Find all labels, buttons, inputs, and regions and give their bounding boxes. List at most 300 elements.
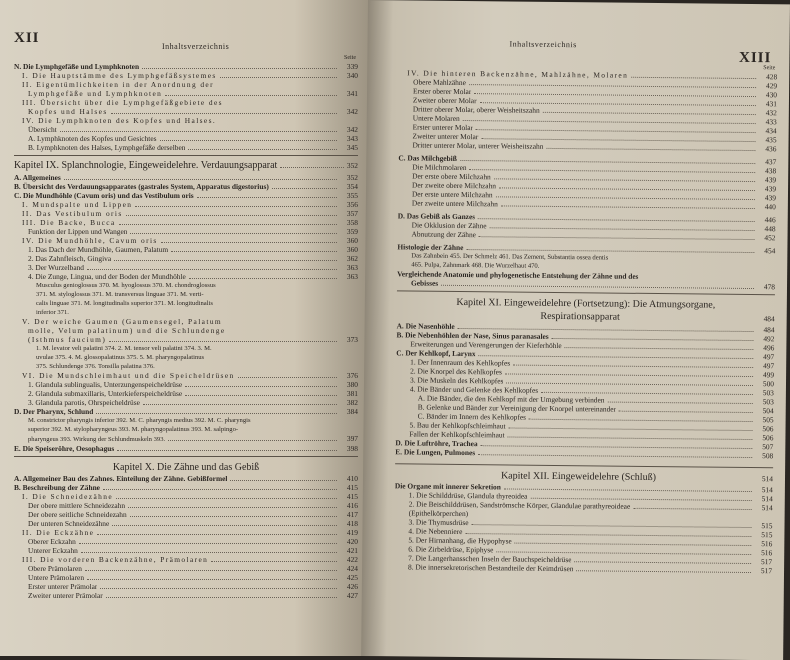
chapter-heading xyxy=(14,155,358,173)
entry-title: 371. M. styloglossus 371. M. transversus linguae 371. M. verti- xyxy=(36,291,204,298)
seite-label: Seite xyxy=(763,65,776,72)
chapter-title: Kapitel XI. Eingeweidelehre (Fortsetzung): Die Atmungsorgane, xyxy=(456,296,716,311)
entry-title: Erster unterer Prämolar xyxy=(28,582,98,591)
page-number: XIII xyxy=(738,49,772,67)
page-ref: 384 xyxy=(346,407,358,416)
chapter-title: Kapitel XII. Eingeweidelehre (Schluß) xyxy=(500,470,656,484)
page-ref: 496 xyxy=(763,343,775,353)
leader-dots xyxy=(633,508,751,510)
page-ref: 484 xyxy=(763,314,775,324)
page-ref: 398 xyxy=(346,444,358,453)
page-ref: 352 xyxy=(346,161,358,170)
page-ref: 497 xyxy=(763,352,775,362)
entry-title: inferior 371. xyxy=(36,309,69,316)
entry-title: VI. Die Mundschleimhaut und die Speicheldrüsen xyxy=(22,371,235,380)
entry-title: Histologie der Zähne xyxy=(397,242,464,253)
toc-entry xyxy=(14,173,358,182)
toc-entry xyxy=(14,98,358,107)
leader-dots xyxy=(185,386,337,387)
page-ref: 418 xyxy=(346,519,358,528)
leader-dots xyxy=(197,197,337,198)
page-ref: 506 xyxy=(762,433,774,443)
toc-entry xyxy=(14,218,358,227)
entry-title: Gebisses xyxy=(410,278,439,288)
page-ref: 425 xyxy=(346,573,358,582)
leader-dots xyxy=(168,440,337,441)
toc-entry xyxy=(14,407,358,416)
entry-title: Musculus genioglossus 370. M. hyoglossus 370. M. chondroglossus xyxy=(36,282,216,289)
toc-entry xyxy=(14,380,358,389)
toc-entry xyxy=(14,272,358,281)
entry-title: 6. Die Zirbeldrüse, Epiphyse xyxy=(408,544,494,555)
page-ref: 503 xyxy=(762,388,774,398)
chapter-title: Kapitel X. Die Zähne und das Gebiß xyxy=(112,462,260,473)
entry-title: 2. Die Beischilddrüsen, Sandströmsche Körper, Glandulae parathyreoideae xyxy=(408,499,631,511)
running-head: Inhaltsverzeichnis xyxy=(509,39,577,50)
entry-title: superior 392. M. stylopharyngeus 393. M. pharyngopalatinus 393. M. salpingo- xyxy=(28,426,239,433)
entry-title: 2. Das Zahnfleisch, Gingiva xyxy=(28,254,112,263)
entry-title: Übersicht xyxy=(28,125,57,134)
toc-entry xyxy=(14,308,358,317)
leader-dots xyxy=(87,269,337,270)
leader-dots xyxy=(142,68,337,69)
entry-title: Fallen der Kehlkopfschleimhaut xyxy=(409,429,505,440)
page-ref: 342 xyxy=(346,125,358,134)
entry-title: B. Gelenke und Bänder zur Vereinigung der Knorpel untereinander xyxy=(417,402,617,414)
entry-title: M. constrictor pharyngis inferior 392. M. C. pharyngis medius 392. M. C. pharyngis xyxy=(28,417,251,424)
page-ref: 343 xyxy=(346,134,358,143)
page-ref: 437 xyxy=(765,157,777,167)
leader-dots xyxy=(130,233,337,234)
entry-title: N. Die Lymphgefäße und Lymphknoten xyxy=(14,62,140,71)
page-ref: 354 xyxy=(346,182,358,191)
toc-entry xyxy=(14,236,358,245)
page-ref: 341 xyxy=(346,89,358,98)
leader-dots xyxy=(220,77,337,78)
entry-title: C. Die Mundhöhle (Cavum oris) und das Vestibulum oris xyxy=(14,191,194,200)
page-ref: 507 xyxy=(762,442,774,452)
entry-title: Zweiter unterer Molar xyxy=(412,131,479,142)
entry-title: Dritter oberer Molar, oberer Weisheitszahn xyxy=(412,104,540,115)
entry-title: Vergleichende Anatomie und phylogenetische Entstehung der Zähne und des xyxy=(397,269,639,281)
page-ref: 516 xyxy=(761,548,773,558)
leader-dots xyxy=(81,552,337,553)
leader-dots xyxy=(189,278,337,279)
page-ref: 415 xyxy=(346,483,358,492)
toc-entry xyxy=(14,254,358,263)
entry-title: C. Der Kehlkopf, Larynx xyxy=(396,348,476,359)
entry-title: D. Die Luftröhre, Trachea xyxy=(395,438,478,449)
leader-dots xyxy=(96,413,337,414)
leader-dots xyxy=(171,251,337,252)
entry-title: 4. Die Bänder und Gelenke des Kehlkopfes xyxy=(409,384,539,395)
leader-dots xyxy=(116,498,337,499)
entry-title: 3. Der Wurzelband xyxy=(28,263,84,272)
entry-title: Erster oberer Molar xyxy=(413,86,472,97)
page-ref: 430 xyxy=(765,90,778,100)
entry-title: molle, Velum palatinum) und die Schlundenge xyxy=(28,326,226,335)
entry-title: I. Mundspalte und Lippen xyxy=(22,200,133,209)
toc-entry xyxy=(14,143,358,152)
page-ref: 516 xyxy=(761,539,773,549)
toc-list xyxy=(14,62,358,600)
page-ref: 436 xyxy=(765,144,777,154)
page-ref: 439 xyxy=(764,184,777,194)
entry-title: B. Lymphknoten des Halses, Lymphgefäße derselben xyxy=(28,143,186,152)
leader-dots xyxy=(103,489,337,490)
entry-title: D. Das Gebiß als Ganzes xyxy=(397,211,476,222)
chapter-heading xyxy=(14,456,358,474)
leader-dots xyxy=(188,149,337,150)
leader-dots xyxy=(106,597,337,598)
page-ref: 506 xyxy=(762,424,774,434)
entry-title: Die Milchmolaren xyxy=(412,162,467,173)
toc-entry xyxy=(14,107,358,116)
page-ref: 363 xyxy=(346,263,358,272)
toc-entry xyxy=(14,582,358,591)
entry-title: A. Allgemeiner Bau des Zahnes. Einteilung der Zähne. Gebißformel xyxy=(14,474,228,483)
leader-dots xyxy=(185,395,337,396)
page-ref: 359 xyxy=(346,227,358,236)
entry-title: A. Allgemeines xyxy=(14,173,61,182)
entry-title: Unterer Eckzahn xyxy=(28,546,78,555)
toc-entry xyxy=(14,290,358,299)
page-ref: 448 xyxy=(764,224,776,234)
page-ref: 438 xyxy=(765,166,777,176)
leader-dots xyxy=(111,113,337,114)
toc-entry xyxy=(14,591,358,600)
entry-title: 3. Die Thymusdrüse xyxy=(408,517,469,528)
toc-entry xyxy=(14,510,358,519)
page-ref: 355 xyxy=(346,191,358,200)
page-ref: 376 xyxy=(346,371,358,380)
entry-title: B. Die Nebenhöhlen der Nase, Sinus paranasales xyxy=(396,330,549,341)
leader-dots xyxy=(100,588,337,589)
toc-entry xyxy=(14,434,358,444)
entry-title: Der obere mittlere Schneidezahn xyxy=(28,501,126,510)
leader-dots xyxy=(280,167,344,168)
toc-entry xyxy=(14,71,358,80)
entry-title: uvulae 375. 4. M. glossopalatinus 375. 5. M. pharyngopalatinus xyxy=(36,354,205,361)
toc-entry xyxy=(14,519,358,528)
entry-title: Das Zahnbein 455. Der Schmelz 461. Das Zement, Substantia ossea dentis xyxy=(411,252,609,262)
page-ref: 439 xyxy=(764,193,776,203)
leader-dots xyxy=(97,534,337,535)
left-page-header xyxy=(14,30,358,54)
leader-dots xyxy=(85,570,337,571)
entry-title: Der erste obere Milchzahn xyxy=(412,171,491,182)
entry-title: Der unteren Schneidezähne xyxy=(28,519,110,528)
toc-entry xyxy=(14,227,358,236)
page-ref: 454 xyxy=(764,246,776,256)
entry-title: Untere Molaren xyxy=(412,113,460,123)
entry-title: D. Der Pharynx, Schlund xyxy=(14,407,94,416)
entry-title: 1. Das Dach der Mundhöhle, Gaumen, Palatum xyxy=(28,245,169,254)
page-ref: 500 xyxy=(762,379,775,389)
entry-title: 1. M. levator veli palatini 374. 2. M. tensor veli palatini 374. 3. M. xyxy=(36,345,212,352)
entry-title: 375. Schlundenge 376. Tonsilla palatina 376. xyxy=(36,363,155,370)
entry-title: I. Die Schneidezähne xyxy=(22,492,113,501)
leader-dots xyxy=(130,516,337,517)
page-ref: 439 xyxy=(764,175,777,185)
leader-dots xyxy=(114,260,337,261)
page-ref: 340 xyxy=(346,71,358,80)
toc-entry xyxy=(14,425,358,434)
toc-entry xyxy=(14,483,358,492)
leader-dots xyxy=(160,140,338,141)
page-ref: 440 xyxy=(764,202,776,212)
toc-entry xyxy=(14,191,358,200)
page-ref: 416 xyxy=(346,501,358,510)
page-ref: 342 xyxy=(346,107,358,116)
page-ref: 514 xyxy=(761,494,773,504)
entry-title: III. Übersicht über die Lymphgefäßgebiete des xyxy=(22,98,223,107)
toc-entry xyxy=(14,281,358,290)
entry-title: 1. Die Schilddrüse, Glandula thyreoidea xyxy=(408,490,528,501)
toc-entry xyxy=(14,546,358,555)
entry-title: 5. Der Hirnanhang, die Hypophyse xyxy=(408,535,512,546)
right-page-header xyxy=(399,36,777,67)
entry-title: E. Die Lungen, Pulmones xyxy=(395,447,476,458)
entry-title: B. Beschreibung der Zähne xyxy=(14,483,100,492)
entry-title: 7. Die Langerhansschen Inseln der Bauchspeicheldrüse xyxy=(408,553,572,565)
page-ref: 484 xyxy=(763,325,775,335)
toc-entry xyxy=(14,416,358,425)
entry-title: Der zweite obere Milchzahn xyxy=(412,180,497,191)
page-ref: 452 xyxy=(764,233,776,243)
page-ref: 505 xyxy=(762,415,774,425)
leader-dots xyxy=(64,179,337,180)
page-ref: 433 xyxy=(765,117,777,127)
page-ref: 517 xyxy=(760,566,773,576)
leader-dots xyxy=(211,561,337,562)
page-ref: 360 xyxy=(346,236,358,245)
toc-entry xyxy=(14,134,358,143)
page-ref: 422 xyxy=(346,555,358,564)
entry-title: Der obere seitliche Schneidezahn xyxy=(28,510,127,519)
toc-entry xyxy=(14,528,358,537)
leader-dots xyxy=(143,404,337,405)
toc-entry xyxy=(14,80,358,89)
toc-entry xyxy=(14,299,358,308)
page-ref: 397 xyxy=(346,434,358,443)
page-ref: 432 xyxy=(765,108,777,118)
chapter-title: Respirationsapparat xyxy=(540,310,620,323)
entry-title: Untere Prämolaren xyxy=(28,573,85,582)
entry-title: Die Organe mit innerer Sekretion xyxy=(394,481,501,492)
toc-entry xyxy=(14,389,358,398)
page-ref: 410 xyxy=(346,474,358,483)
leader-dots xyxy=(619,411,753,413)
toc-entry xyxy=(14,125,358,134)
left-page xyxy=(0,0,368,656)
entry-title: I. Die Hauptstämme des Lymphgefäßsystemes xyxy=(22,71,217,80)
entry-title: II. Das Vestibulum oris xyxy=(22,209,123,218)
entry-title: III. Die vorderen Backenzähne, Prämolaren xyxy=(22,555,209,564)
running-head: Inhaltsverzeichnis xyxy=(162,42,230,51)
entry-title: 5. Bau der Kehlkopfschleimhaut xyxy=(409,420,506,431)
right-page xyxy=(361,0,790,660)
page-ref: 420 xyxy=(346,537,358,546)
page-number: XII xyxy=(14,30,40,46)
entry-title: 2. Die Knorpel des Kehlkopfes xyxy=(410,366,502,377)
toc-entry xyxy=(14,362,358,371)
page-ref: 362 xyxy=(346,254,358,263)
page-ref: 478 xyxy=(763,282,776,292)
toc-entry xyxy=(14,564,358,573)
page-ref: 360 xyxy=(346,245,358,254)
entry-title: 3. Glandula parotis, Ohrspeicheldrüse xyxy=(28,398,140,407)
toc-entry xyxy=(14,200,358,209)
entry-title: Zweiter oberer Molar xyxy=(412,95,477,106)
entry-title: III. Die Backe, Bucca xyxy=(22,218,116,227)
entry-title: 1. Der Innenraum des Kehlkopfes xyxy=(410,357,511,368)
entry-title: Der erste untere Milchzahn xyxy=(411,189,493,200)
toc-entry xyxy=(14,537,358,546)
page-ref: 373 xyxy=(346,335,358,344)
toc-entry xyxy=(14,62,358,71)
toc-entry xyxy=(14,209,358,218)
page-ref: 356 xyxy=(346,200,358,209)
page-ref: 497 xyxy=(763,361,775,371)
entry-title: Kopfes und Halses xyxy=(28,107,108,116)
entry-title: 465. Pulpa, Zahnmark 468. Die Wurzelhaut 470. xyxy=(411,261,540,270)
entry-title: Obere Mahlzähne xyxy=(413,77,466,88)
entry-title: II. Eigentümlichkeiten in der Anordnung der xyxy=(22,80,214,89)
page-ref: 426 xyxy=(346,582,358,591)
toc-entry xyxy=(14,492,358,501)
toc-entry xyxy=(14,444,358,453)
toc-entry xyxy=(14,263,358,272)
entry-title: II. Die Eckzähne xyxy=(22,528,95,537)
entry-title: Abnutzung der Zähne xyxy=(411,229,477,240)
page-ref: 429 xyxy=(765,81,778,91)
entry-title: Obere Prämolaren xyxy=(28,564,82,573)
entry-title: pharyngeus 393. Wirkung der Schlundmuskeln 393. xyxy=(28,436,166,443)
page-ref: 508 xyxy=(762,451,774,461)
page-ref: 428 xyxy=(766,72,778,82)
entry-title: 3. Die Muskeln des Kehlkopfes xyxy=(409,375,504,386)
leader-dots xyxy=(230,480,337,481)
toc-entry xyxy=(14,398,358,407)
toc-entry xyxy=(14,371,358,380)
leader-dots xyxy=(165,95,337,96)
entry-title: Erster unterer Molar xyxy=(412,122,474,133)
entry-title: 8. Die innersekretorischen Bestandteile der Keimdrüsen xyxy=(408,562,574,574)
leader-dots xyxy=(109,341,337,342)
page-ref: 427 xyxy=(346,591,358,600)
entry-title: Funktion der Lippen und Wangen xyxy=(28,227,128,236)
toc-entry xyxy=(14,555,358,564)
entry-title: V. Der weiche Gaumen (Gaumensegel, Palatum xyxy=(22,317,223,326)
toc-entry xyxy=(14,317,358,326)
page-ref: 517 xyxy=(760,557,773,567)
leader-dots xyxy=(126,215,337,216)
page-ref: 358 xyxy=(346,218,358,227)
page-ref: 446 xyxy=(764,215,776,225)
leader-dots xyxy=(607,402,752,405)
toc-entry xyxy=(14,573,358,582)
leader-dots xyxy=(576,570,751,573)
leader-dots xyxy=(128,507,337,508)
toc-entry xyxy=(14,344,358,353)
toc-list xyxy=(394,68,777,575)
page-ref: 503 xyxy=(762,397,774,407)
entry-title: Erweiterungen und Verengerungen der Kieferhöhle xyxy=(410,339,562,351)
leader-dots xyxy=(60,131,337,132)
entry-title: Der zweite untere Milchzahn xyxy=(411,198,498,209)
toc-entry xyxy=(14,501,358,510)
leader-dots xyxy=(238,377,337,378)
page-ref: 424 xyxy=(346,564,358,573)
entry-title: C. Das Milchgebiß xyxy=(398,153,457,163)
entry-title: IV. Die Lymphknoten des Kopfes und Halses. xyxy=(22,116,217,125)
entry-title: E. Die Speiseröhre, Oesophagus xyxy=(14,444,115,453)
page-ref: 380 xyxy=(346,380,358,389)
entry-title: IV. Die Mundhöhle, Cavum oris xyxy=(22,236,158,245)
page-ref: 415 xyxy=(346,492,358,501)
entry-title: Zweiter unterer Prämolar xyxy=(28,591,103,600)
toc-entry xyxy=(14,335,358,344)
entry-title: (Isthmus faucium) xyxy=(28,335,107,344)
seite-label: Seite xyxy=(344,55,356,61)
leader-dots xyxy=(441,285,754,289)
entry-title: Lymphgefäße und Lymphknoten xyxy=(28,89,163,98)
leader-dots xyxy=(87,579,337,580)
page-ref: 345 xyxy=(346,143,358,152)
leader-dots xyxy=(135,206,337,207)
page-ref: 435 xyxy=(765,135,777,145)
page-ref: 417 xyxy=(346,510,358,519)
entry-title: A. Lymphknoten des Kopfes und Gesichtes xyxy=(28,134,157,143)
page-ref: 514 xyxy=(761,474,774,484)
entry-title: calis linguae 371. M. longitudinalis superior 371. M. longitudinalis xyxy=(36,300,213,307)
entry-title: Die Okklusion der Zähne xyxy=(411,220,487,231)
toc-entry xyxy=(14,245,358,254)
page-ref: 434 xyxy=(765,126,777,136)
page-ref: 514 xyxy=(761,503,773,513)
leader-dots xyxy=(112,525,337,526)
entry-title: 4. Die Zunge, Lingua, und der Boden der Mundhöhle xyxy=(28,272,186,281)
leader-dots xyxy=(631,77,756,79)
entry-title: 2. Glandula submaxillaris, Unterkieferspeicheldrüse xyxy=(28,389,183,398)
entry-title: 1. Glandula sublingualis, Unterzungenspeicheldrüse xyxy=(28,380,183,389)
page-ref: 515 xyxy=(761,530,773,540)
entry-title: A. Die Bänder, die den Kehlkopf mit der Umgebung verbinden xyxy=(417,393,605,405)
toc-entry xyxy=(14,353,358,362)
entry-title: 4. Die Nebenniere xyxy=(408,526,463,537)
page-ref: 499 xyxy=(762,370,775,380)
leader-dots xyxy=(272,188,337,189)
page-ref: 492 xyxy=(763,334,775,344)
page-ref: 514 xyxy=(761,485,773,495)
leader-dots xyxy=(79,543,337,544)
toc-entry xyxy=(14,89,358,98)
toc-entry xyxy=(14,474,358,483)
page-ref: 357 xyxy=(346,209,358,218)
page-ref: 431 xyxy=(765,99,777,109)
entry-title: (Epithelkörperchen) xyxy=(408,508,469,519)
page-ref: 382 xyxy=(346,398,358,407)
leader-dots xyxy=(161,242,337,243)
entry-title: IV. Die hinteren Backenzähne, Mahlzähne, Molaren xyxy=(407,68,629,80)
entry-title: Oberer Eckzahn xyxy=(28,537,76,546)
entry-title: Kapitel IX. Splanchnologie, Eingeweidelehre. Verdauungsapparat xyxy=(14,160,278,171)
entry-title: A. Die Nasenhöhle xyxy=(396,321,455,331)
toc-entry xyxy=(14,116,358,125)
leader-dots xyxy=(119,224,337,225)
entry-title: B. Übersicht des Verdauungsapparates (gastrales System, Apparatus digestorius) xyxy=(14,182,269,191)
